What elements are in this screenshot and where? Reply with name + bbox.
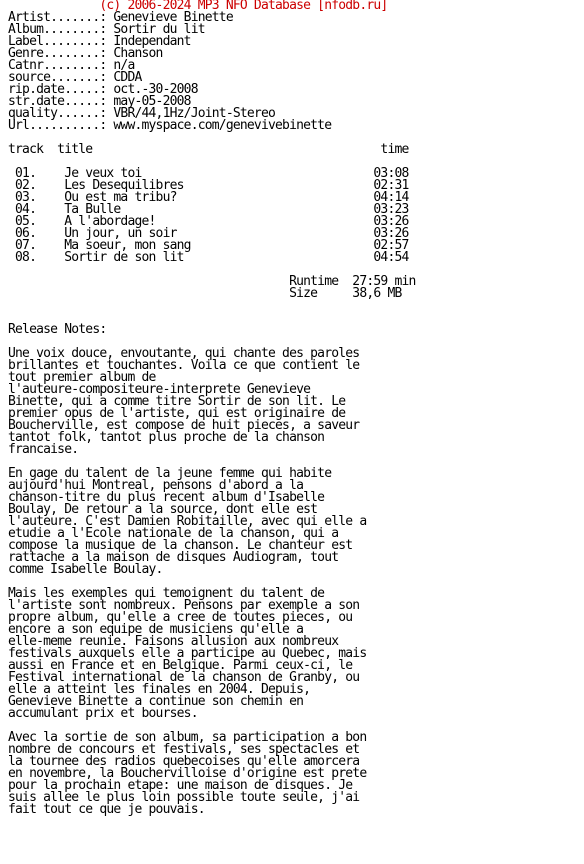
nfo-line: Artist.......: Genevieve Binette: [8, 10, 233, 25]
nfo-line: Album........: Sortir du lit: [8, 22, 205, 37]
nfo-line: compose la musique de la chanson. Le chanteur est: [8, 538, 353, 553]
nfo-line: 07. Ma soeur, mon sang 02:57: [8, 238, 409, 253]
nfo-line: festivals auxquels elle a participe au Quebec, mais: [8, 646, 367, 661]
nfo-line: accumulant prix et bourses.: [8, 706, 198, 721]
nfo-line: 02. Les Desequilibres 02:31: [8, 178, 409, 193]
nfo-line: 03. Ou est ma tribu? 04:14: [8, 190, 409, 205]
nfo-line: elle-meme reunie. Faisons allusion aux nombreux: [8, 634, 339, 649]
nfo-line: 06. Un jour, un soir 03:26: [8, 226, 409, 241]
nfo-line: Size 38,6 MB: [8, 286, 402, 301]
nfo-line: Boucherville, est compose de huit pieces, a saveur: [8, 418, 360, 433]
nfo-line: l'artiste sont nombreux. Pensons par exemple a son: [8, 598, 360, 613]
nfo-line: la tournee des radios quebecoises qu'elle amorcera: [8, 754, 360, 769]
nfo-line: l'auteure. C'est Damien Robitaille, avec qui elle a: [8, 514, 367, 529]
nfo-line: propre album, qu'elle a cree de toutes pieces, ou: [8, 610, 353, 625]
nfo-line: tout premier album de: [8, 370, 156, 385]
nfo-line: francaise.: [8, 442, 79, 457]
nfo-line: Une voix douce, envoutante, qui chante des paroles: [8, 346, 360, 361]
nfo-line: source.......: CDDA: [8, 70, 142, 85]
nfo-line: rip.date.....: oct.-30-2008: [8, 82, 198, 97]
nfo-line: Mais les exemples qui temoignent du talent de: [8, 586, 325, 601]
nfo-line: Binette, qui a comme titre Sortir de son lit. Le: [8, 394, 346, 409]
nfo-line: 08. Sortir de son lit 04:54: [8, 250, 409, 265]
nfo-line: en novembre, la Bouchervilloise d'origine est prete: [8, 766, 367, 781]
nfo-line: Boulay, De retour a la source, dont elle est: [8, 502, 318, 517]
nfo-line: comme Isabelle Boulay.: [8, 562, 163, 577]
nfo-line: aujourd'hui Montreal, pensons d'abord a la: [8, 478, 304, 493]
nfo-line: encore a son equipe de musiciens qu'elle a: [8, 622, 304, 637]
nfo-line: suis allee le plus loin possible toute seule, j'ai: [8, 790, 360, 805]
nfo-line: Label........: Independant: [8, 34, 191, 49]
nfo-line: fait tout ce que je pouvais.: [8, 802, 205, 817]
nfo-line: En gage du talent de la jeune femme qui habite: [8, 466, 332, 481]
nfo-line: nombre de concours et festivals, ses spectacles et: [8, 742, 360, 757]
nfo-line: 04. Ta Bulle 03:23: [8, 202, 409, 217]
nfo-line: Release Notes:: [8, 322, 107, 337]
nfo-line: chanson-titre du plus recent album d'Isabelle: [8, 490, 325, 505]
nfo-line: track title time: [8, 142, 409, 157]
nfo-line: aussi en France et en Belgique. Parmi ceux-ci, le: [8, 658, 353, 673]
nfo-line: l'auteure-compositeure-interprete Genevieve: [8, 382, 311, 397]
nfo-line: tantot folk, tantot plus proche de la chanson: [8, 430, 325, 445]
nfo-line: Runtime 27:59 min: [8, 274, 416, 289]
nfo-line: Genre........: Chanson: [8, 46, 163, 61]
nfo-line: [8, 300, 416, 312]
nfodb-banner: (c) 2006-2024 MP3 NFO Database [nfodb.ru]: [8, 0, 388, 13]
nfo-line: Festival international de la chanson de Granby, ou: [8, 670, 360, 685]
nfo-line: 01. Je veux toi 03:08: [8, 166, 409, 181]
nfo-line: brillantes et touchantes. Voila ce que contient le: [8, 358, 360, 373]
nfo-line: str.date.....: may-05-2008: [8, 94, 191, 109]
nfo-text-block: [8, 0, 416, 816]
nfo-line: pour la prochain etape: une maison de disques. Je: [8, 778, 353, 793]
nfo-line: Genevieve Binette a continue son chemin en: [8, 694, 304, 709]
nfo-line: etudie a l'Ecole nationale de la chanson, qui a: [8, 526, 339, 541]
nfo-line: premier opus de l'artiste, qui est originaire de: [8, 406, 346, 421]
nfo-line: rattache a la maison de disques Audiogram, tout: [8, 550, 339, 565]
nfo-line: Avec la sortie de son album, sa participation a bon: [8, 730, 367, 745]
nfo-line: 05. A l'abordage! 03:26: [8, 214, 409, 229]
nfo-line: elle a atteint les finales en 2004. Depuis,: [8, 682, 311, 697]
nfo-line: quality......: VBR/44,1Hz/Joint-Stereo: [8, 106, 276, 121]
nfo-line: Catnr........: n/a: [8, 58, 135, 73]
nfo-line: Url..........: www.myspace.com/genevivebinette: [8, 118, 332, 133]
